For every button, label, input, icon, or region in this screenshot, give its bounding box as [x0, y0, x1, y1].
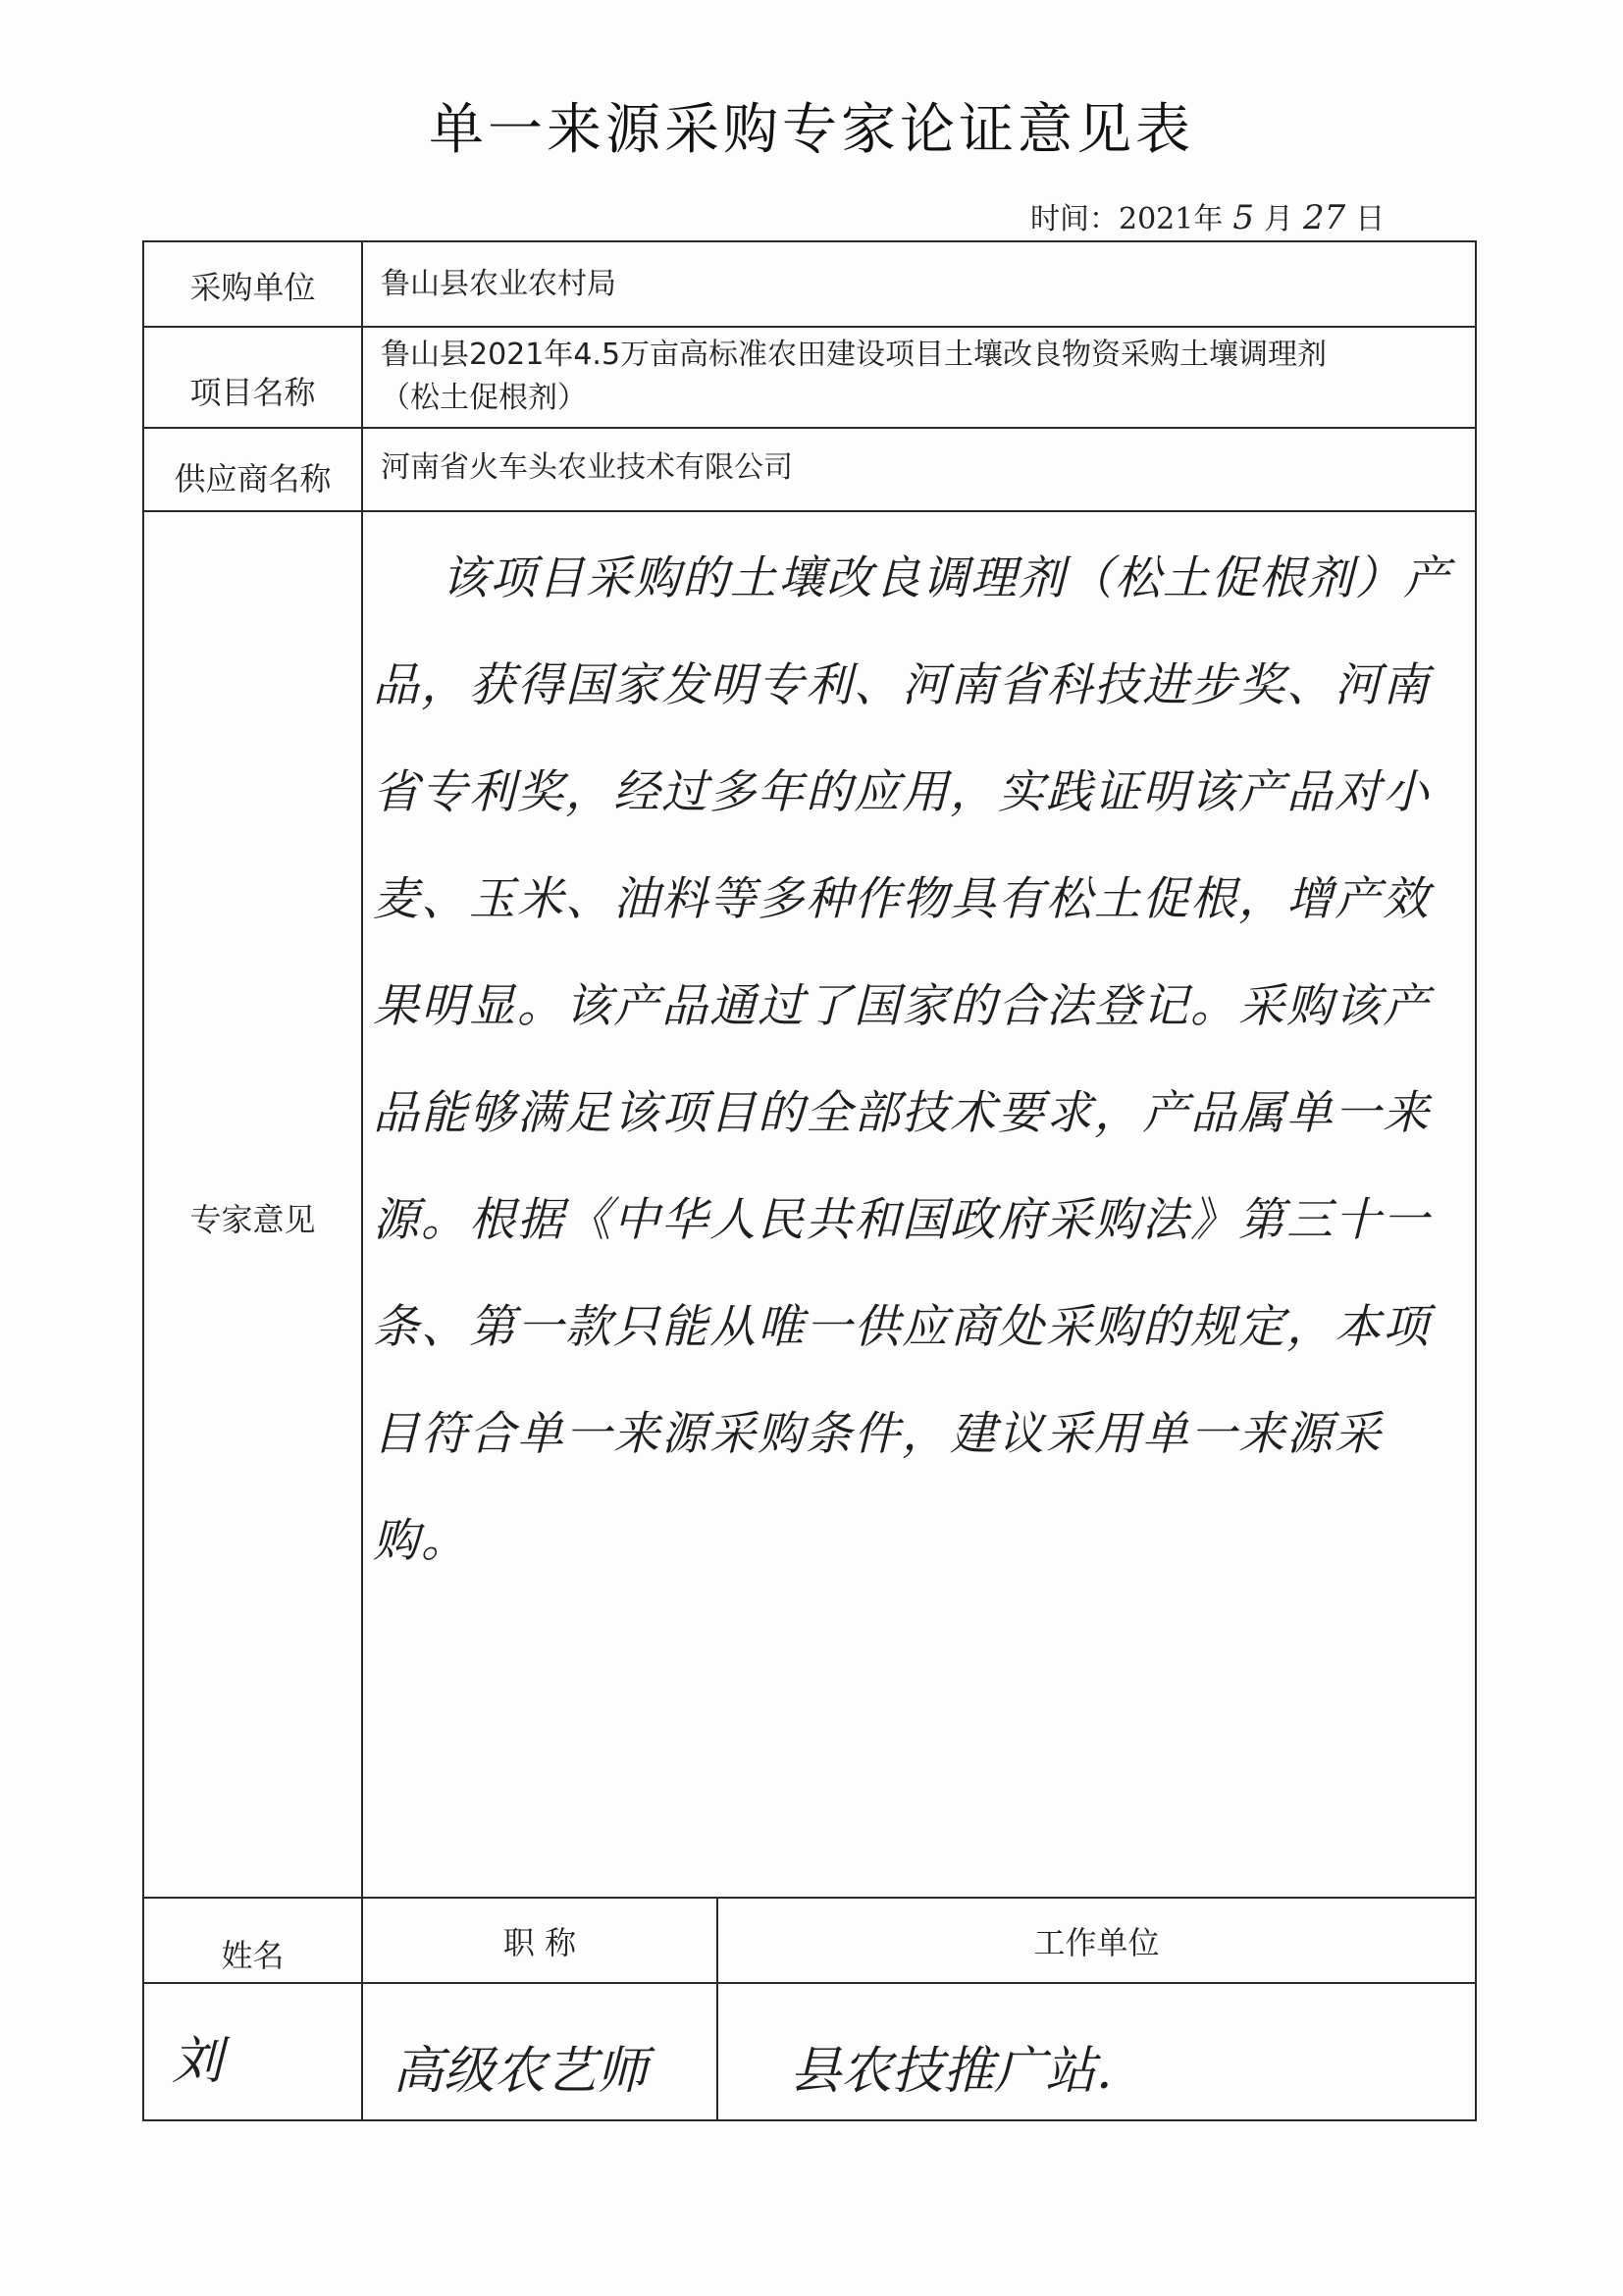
purchaser-value: 鲁山县农业农村局 [381, 267, 616, 301]
row-divider [142, 1982, 1477, 1984]
date-month-suffix: 月 [1264, 202, 1293, 236]
project-value [381, 334, 1327, 420]
date-day: 27 [1303, 198, 1346, 237]
form-title: 单一来源采购专家论证意见表 [429, 98, 1194, 162]
row-divider [142, 1897, 1477, 1899]
row-divider [142, 427, 1477, 429]
date-prefix: 时间：2021年 [1030, 202, 1224, 236]
row-divider [142, 326, 1477, 328]
opinion-label: 专家意见 [189, 1201, 316, 1238]
expert-opinion-handwritten: 该项目采购的土壤改良调理剂（松土促根剂）产品，获得国家发明专利、河南省科技进步奖、河南省专利奖，经过多年的应用，实践证明该产品对小麦、玉米、油料等多种作物具有松土促根，增产效果明显。该产品通过了国家的合法登记。采购该产品能够满足该项目的全部技术要求，产品属单一来源。根据《中华人民共和国政府采购法》第三十一条、第一款只能从唯一供应商处采购的规定，本项目符合单一来源采购条件，建议采用单一来源采购。 [373, 551, 1451, 1568]
project-value-line1: 鲁山县2021年4.5万亩高标准农田建设项目土壤改良物资采购土壤调理剂 [381, 338, 1328, 372]
supplier-value: 河南省火车头农业技术有限公司 [381, 450, 793, 485]
row-divider [142, 510, 1477, 512]
signer-title-handwritten: 高级农艺师 [393, 2042, 649, 2101]
col-divider [361, 240, 363, 2119]
date-month: 5 [1232, 198, 1254, 237]
table-border-bottom [142, 2119, 1477, 2121]
project-label: 项目名称 [189, 374, 316, 411]
purchaser-label: 采购单位 [189, 269, 316, 306]
supplier-label: 供应商名称 [174, 460, 332, 497]
signer-name-header: 姓名 [221, 1937, 285, 1974]
table-border-right [1475, 240, 1477, 2121]
date-day-suffix: 日 [1355, 202, 1386, 236]
signer-org-header: 工作单位 [1033, 1924, 1160, 1961]
project-value-line2: （松土促根剂） [381, 381, 587, 415]
signer-name-signature: 刘 [172, 2032, 224, 2091]
table-border-top [142, 240, 1477, 242]
signer-org-handwritten: 县农技推广站. [790, 2042, 1113, 2101]
table-border-left [142, 240, 144, 2121]
signer-title-header: 职 称 [502, 1924, 577, 1961]
